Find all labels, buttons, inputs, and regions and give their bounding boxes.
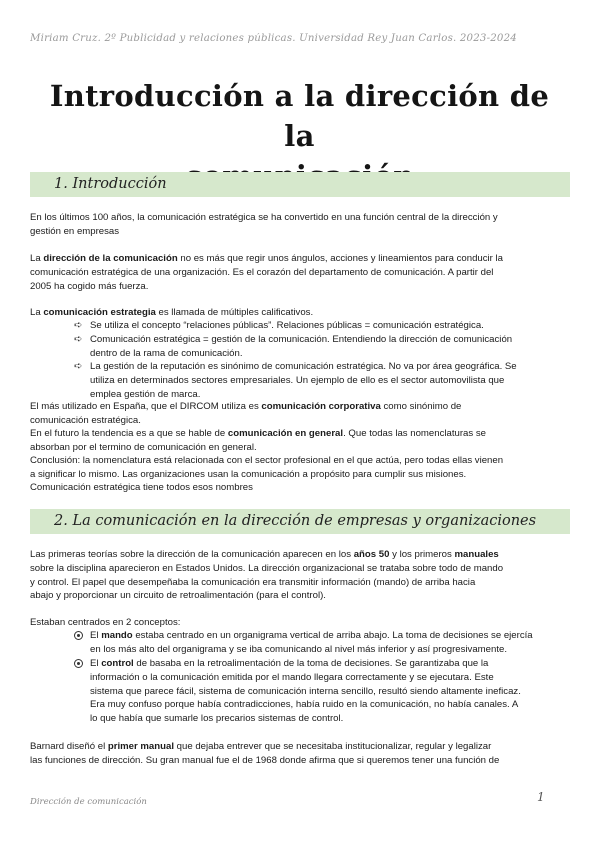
p2-line-3: 2005 ha cogido más fuerza.: [30, 280, 149, 292]
section-2-heading: 2. La comunicación en la dirección de empresas y organizaciones: [30, 509, 570, 534]
footer-text: Dirección de comunicación: [30, 797, 147, 807]
arrow-bullet-icon: ➪: [74, 361, 83, 372]
bold-term: comunicación estrategia: [43, 307, 156, 318]
bold-term: comunicación en general: [227, 428, 344, 439]
arrow-item-1: Se utiliza el concepto “relaciones públicas”. Relaciones públicas = comunicación estratégica.: [90, 320, 484, 331]
bullet-item-control: El control de basaba en la retroalimentación de la toma de decisiones. Se garantizaba que la información o la comunicación emitida por el mando llegara correctamente y se ejecutara. Este sistema que parece fácil, sistema de comunicación interna sencillo, resultó siendo altamente ineficaz. Era muy confuso porque había contradicciones, había ruido en la comunicación, no había canales. A lo que había que sumarle los precarios sistemas de control.: [90, 658, 521, 725]
page-number: 1: [537, 790, 545, 804]
header-line: Miriam Cruz. 2º Publicidad y relaciones públicas. Universidad Rey Juan Carlos. 2023-2024: [30, 33, 517, 44]
section1-paragraph-3: La comunicación estrategia es llamada de múltiples calificativos.: [30, 307, 314, 318]
p2-line-2: comunicación estratégica de una organización. Es el corazón del departamento de comunicación. A partir del: [30, 266, 494, 278]
intro-line-2: gestión en empresas: [30, 225, 120, 237]
section1-paragraph-5: En el futuro la tendencia es a que se hable de comunicación en general. Que todas las nomenclaturas se absorban por el termino de comunicación en general.: [30, 428, 486, 453]
arrow-bullet-icon: ➪: [74, 334, 83, 345]
arrow-item-2: Comunicación estratégica = gestión de la comunicación. Entendiendo la dirección de comunicación dentro de la rama de comunicación.: [90, 334, 513, 359]
section2-paragraph-3: Barnard diseñó el primer manual que dejaba entrever que se necesitaba institucionalizar, regular y legalizar las funciones de dirección. Su gran manual fue el de 1968 donde afirma que si queremos tener una función de: [30, 741, 500, 766]
radio-bullet-icon: [74, 659, 83, 668]
section1-intro: [30, 211, 570, 239]
bold-term: manuales: [454, 549, 499, 560]
section2-paragraph-2: Estaban centrados en 2 conceptos:: [30, 617, 181, 628]
section-1-heading: 1. Introducción: [30, 172, 570, 197]
section1-paragraph-4: El más utilizado en España, que el DIRCOM utiliza es comunicación corporativa como sinónimo de comunicación estratégica.: [30, 401, 462, 426]
bold-term: años 50: [353, 549, 390, 560]
section1-conclusion: Conclusión: la nomenclatura está relacionada con el sector profesional en el que actúa, pero todas ellas vienen a significar lo mismo. Las organizaciones usan la comunicación a propósito para cumplir sus misiones.: [30, 455, 504, 480]
intro-line-1: En los últimos 100 años, la comunicación estratégica se ha convertido en una función central de la dirección y: [30, 212, 498, 223]
bold-term: mando: [101, 630, 133, 641]
section1-closing-line: Comunicación estratégica tiene todos esos nombres: [30, 482, 253, 493]
bold-term: dirección de la comunicación: [43, 253, 178, 264]
title-line-1: Introducción a la dirección de la: [49, 79, 550, 153]
bold-term: control: [101, 658, 134, 669]
section1-paragraph-2: [30, 252, 570, 293]
radio-bullet-icon: [74, 631, 83, 640]
arrow-item-3: La gestión de la reputación es sinónimo de comunicación estratégica. No va por área geográfica. Se utiliza en determinados sectores empresariales. Un ejemplo de ello es el sector automovilista que emplea gestión de marca.: [90, 361, 517, 400]
bullet-item-mando: El mando estaba centrado en un organigrama vertical de arriba abajo. La toma de decisiones se ejercía en los más alto del organigrama y se iba comunicando al nivel más inferior y así progresivamente.: [90, 630, 533, 655]
bold-term: primer manual: [107, 741, 174, 752]
section2-paragraph-1: Las primeras teorías sobre la dirección de la comunicación aparecen en los años 50 y los primeros manuales sobre la disciplina aparecieron en Estados Unidos. La dirección organizacional se trataba sobre todo de mando y control. El papel que desempeñaba la comunicación era transmitir información (mando) de arriba hacia abajo y proporcionar un circuito de retroalimentación (para el control).: [30, 549, 504, 602]
p2-line-1: La dirección de la comunicación no es más que regir unos ángulos, acciones y lineamientos para conducir la: [30, 253, 504, 264]
bold-term: comunicación corporativa: [261, 401, 381, 412]
arrow-bullet-icon: ➪: [74, 320, 83, 331]
